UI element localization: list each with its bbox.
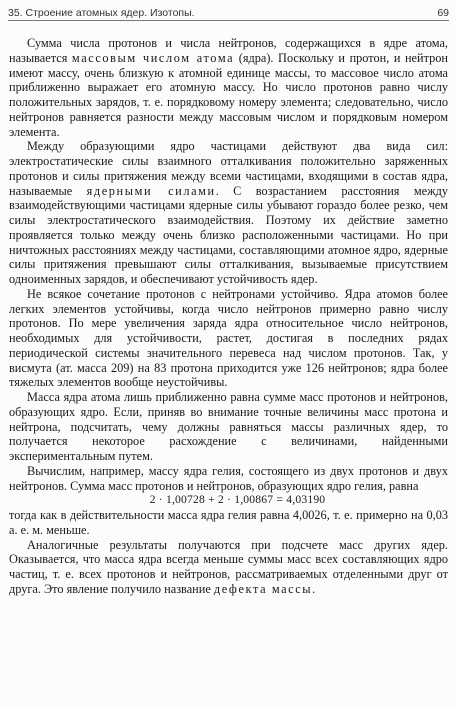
header-rule <box>8 20 449 21</box>
paragraph-text: . <box>312 581 316 596</box>
paragraph-text: Между образующими ядро частицами действуют два вида сил: электростатические силы взаимного отталкивания положительно заряженных протонов и силы притяжения между всеми частицами, входящими в состав ядра, называемые <box>9 139 448 198</box>
term-nuclear-forces: ядерными силами <box>86 183 216 198</box>
term-mass-defect: дефекта массы <box>213 581 313 596</box>
paragraph-mass-number <box>9 36 448 139</box>
page-number: 69 <box>437 7 449 19</box>
paragraph-text: . С возрастанием расстояния между взаимодействующими частицами ядерные силы убывают гораздо более резко, чем силы электростатического взаимодействия. Поэтому их действие заметно проявляется только между очень близко расположенными частицами. Но при ничтожных расстояниях между частицами, составляющими атомное ядро, ядерные силы притяжения превышают силы отталкивания, вызываемые присутствием одноименных зарядов, и обеспечивают устойчивость ядер. <box>9 183 448 286</box>
paragraph-text: (ядра). Поскольку и протон, и нейтрон имеют массу, очень близкую к атомной единице массы, то массовое число атома приближенно выражает его атомную массу. Но число протонов равно числу положительных зарядов, т. е. порядковому номеру элемента; следовательно, число нейтронов равняется разности между массовым числом и порядковым номером элемента. <box>9 50 449 139</box>
body-text <box>9 36 448 597</box>
running-header <box>8 4 449 19</box>
section-title: 35. Строение атомных ядер. Изотопы. <box>8 7 195 19</box>
paragraph-mass-defect <box>9 538 448 597</box>
paragraph-helium-result: тогда как в действительности масса ядра гелия равна 4,0026, т. е. примерно на 0,03 а. е. м. меньше. <box>9 508 448 537</box>
paragraph-text: Аналогичные результаты получаются при подсчете масс других ядер. Оказывается, что масса ядра всегда меньше суммы масс всех составляющих ядро частиц, т. е. всех протонов и нейтронов, рассматриваемых отделенными друг от друга. Это явление получило название <box>9 537 448 596</box>
term-mass-number: массовым числом атома <box>71 50 235 65</box>
paragraph-nucleus-mass: Масса ядра атома лишь приближенно равна сумме масс протонов и нейтронов, образующих ядро. Если, приняв во внимание точные величины масс протона и нейтрона, подсчитать, чему должны равняться массы различных ядер, то получается некоторое расхождение с величинами, найденными экспериментальным путем. <box>9 390 448 463</box>
helium-mass-formula: 2 · 1,00728 + 2 · 1,00867 = 4,03190 <box>149 493 326 507</box>
paragraph-text: Сумма числа протонов и числа нейтронов, содержащихся в ядре атома, называется <box>9 36 448 65</box>
paragraph-nuclear-forces <box>9 139 448 287</box>
paragraph-helium-example: Вычислим, например, массу ядра гелия, состоящего из двух протонов и двух нейтронов. Сумма масс протонов и нейтронов, образующих ядро гелия, равна <box>9 463 448 493</box>
paragraph-stability: Не всякое сочетание протонов с нейтронами устойчиво. Ядра атомов более легких элементов устойчивы, когда число нейтронов примерно равно числу протонов. По мере увеличения заряда ядра относительное число нейтронов, необходимых для устойчивости, растет, достигая в последних рядах периодической системы значительного перевеса над числом протонов. Так, у висмута (ат. масса 209) на 83 протона приходится уже 126 нейтронов; ядра более тяжелых элементов вообще неустойчивы. <box>9 286 448 390</box>
